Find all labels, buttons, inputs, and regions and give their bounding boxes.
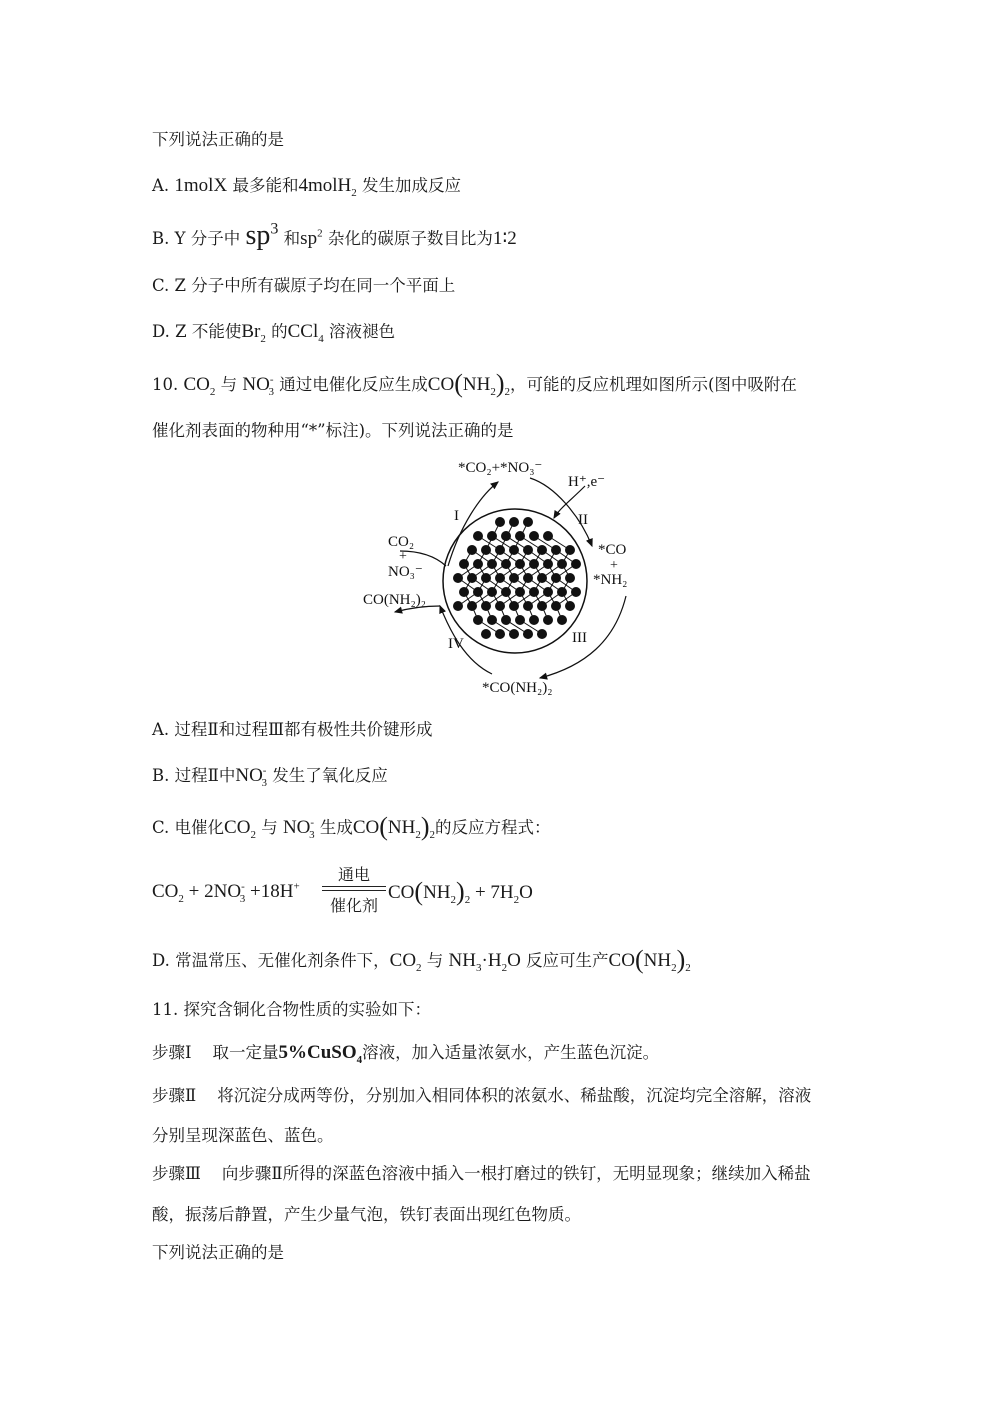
q11-final: 下列说法正确的是 <box>152 1243 284 1262</box>
lattice-atom <box>537 545 547 555</box>
equation-right: $CO(NH_2)_2 + 7H_2O$ <box>388 877 533 906</box>
lattice-atom <box>557 559 567 569</box>
label-step-iii: III <box>572 630 587 646</box>
lattice-atom <box>515 615 525 625</box>
lattice-atom <box>565 545 575 555</box>
q9-a-mid: 最多能和 <box>232 176 299 195</box>
lattice-atom <box>501 559 511 569</box>
lattice-atom <box>565 573 575 583</box>
q11-step1: 步骤Ⅰ 取一定量5%CuSO$_4$溶液，加入适量浓氨水，产生蓝色沉淀。 <box>152 1042 660 1066</box>
lattice-atom <box>509 517 519 527</box>
lattice-atom <box>529 531 539 541</box>
lattice-atom <box>459 587 469 597</box>
lattice-atom <box>515 531 525 541</box>
lattice-atom <box>473 559 483 569</box>
lattice-atom <box>453 573 463 583</box>
lattice-atom <box>509 545 519 555</box>
q10-d-nh3h2o: $NH_3\cdot H_2O$ <box>448 950 521 974</box>
label-step-ii: II <box>578 512 588 528</box>
mechanism-diagram <box>363 456 650 701</box>
lattice-atom <box>481 545 491 555</box>
lattice-atom <box>487 587 497 597</box>
lattice-atom <box>523 545 533 555</box>
label-left-no3: NO₃⁻ <box>388 564 423 580</box>
q10-c-no3: $NO^-_3$ <box>282 816 315 841</box>
q9-d-mid: 的 <box>271 322 288 341</box>
lattice-atom <box>487 531 497 541</box>
lattice-atom <box>529 559 539 569</box>
lattice-atom <box>543 559 553 569</box>
q9-b-prefix: B. Y 分子中 <box>152 229 241 248</box>
q9-b-mid: 和 <box>283 229 301 248</box>
lattice-atom <box>467 601 477 611</box>
lattice-atom <box>473 615 483 625</box>
lattice-atom <box>543 531 553 541</box>
lattice-atom <box>501 587 511 597</box>
lattice-atom <box>467 545 477 555</box>
lattice-atom <box>515 587 525 597</box>
lattice-atom <box>501 615 511 625</box>
catalyst-lattice <box>453 517 581 639</box>
lattice-atom <box>501 531 511 541</box>
equation-condition <box>322 862 386 915</box>
label-right-co: *CO <box>598 542 627 558</box>
condition-bottom: 催化剂 <box>329 896 378 915</box>
q9-b-sp2: $sp^2$ <box>300 227 323 249</box>
lattice-atom <box>495 545 505 555</box>
q9-a-chem1: 1molX <box>174 175 228 196</box>
q10-co2: $CO_2$ <box>183 374 216 398</box>
label-right-nh2: *NH₂ <box>593 572 628 588</box>
q10-stem-line1: 10. $CO_2$ 与 $NO^-_3$ 通过电催化反应生成$CO(NH_2)_2$，可能的反应机理如图所示(图中吸附在 <box>152 369 797 398</box>
lattice-atom <box>487 615 497 625</box>
q10-option-d: D. 常温常压、无催化剂条件下，$CO_2$ 与 $NH_3\cdot H_2O$ 反应可生产$CO(NH_2)_2$ <box>152 945 691 974</box>
q9-d-end: 溶液褪色 <box>328 322 395 341</box>
lattice-atom <box>557 615 567 625</box>
lattice-atom <box>459 559 469 569</box>
lattice-atom <box>481 573 491 583</box>
q9-a-chem2: 4molH$_2$ <box>298 175 357 199</box>
lattice-atom <box>467 573 477 583</box>
lattice-atom <box>565 601 575 611</box>
q10-option-c: C. 电催化$CO_2$ 与 $NO^-_3$ 生成$CO(NH_2)_2$的反应方程式： <box>152 812 551 841</box>
label-bottom: *CO(NH₂)₂ <box>482 680 553 696</box>
lattice-atom <box>571 559 581 569</box>
lattice-atom <box>551 601 561 611</box>
lattice-atom <box>523 573 533 583</box>
lattice-atom <box>509 629 519 639</box>
lattice-atom <box>537 601 547 611</box>
lattice-atom <box>543 615 553 625</box>
q10-d-co2: $CO_2$ <box>389 950 422 974</box>
lattice-atom <box>509 573 519 583</box>
q9-d-br: $Br_2$ <box>241 321 266 345</box>
label-step-i: I <box>454 508 459 524</box>
q9-d-ccl4: CCl$_4$ <box>287 321 324 345</box>
lattice-atom <box>557 587 567 597</box>
lattice-atom <box>523 517 533 527</box>
lattice-atom <box>571 587 581 597</box>
q9-a-end: 发生加成反应 <box>361 176 461 195</box>
q10-number: 10. <box>152 375 179 394</box>
q9-b-sp3: $sp^3$ <box>245 220 279 251</box>
lattice-atom <box>523 629 533 639</box>
q10-option-a: A. 过程Ⅱ和过程Ⅲ都有极性共价键形成 <box>152 720 433 739</box>
q10-d-urea: $CO(NH_2)_2$ <box>608 945 691 974</box>
q10-c-co2: $CO_2$ <box>224 817 256 841</box>
lattice-atom <box>529 587 539 597</box>
lattice-atom <box>543 587 553 597</box>
q9-option-b <box>152 220 517 251</box>
q9-b-end: 杂化的碳原子数目比为 <box>327 229 493 248</box>
q9-b-ratio: 1∶2 <box>492 228 517 249</box>
label-left-plus: + <box>399 549 407 564</box>
q9-option-a <box>152 174 461 198</box>
label-step-iv: IV <box>448 636 464 652</box>
lattice-atom <box>551 545 561 555</box>
q11-cuso4: 5%CuSO$_4$ <box>278 1042 363 1066</box>
q10-no3: $NO^-_3$ <box>242 373 275 398</box>
condition-top: 通电 <box>337 865 370 884</box>
equal-sign <box>322 886 386 891</box>
lattice-atom <box>523 601 533 611</box>
q11-step3-line1: 步骤Ⅲ 向步骤Ⅱ所得的深蓝色溶液中插入一根打磨过的铁钉，无明显现象；继续加入稀盐 <box>152 1164 811 1183</box>
label-h-e: H⁺,e⁻ <box>568 474 606 490</box>
lattice-atom <box>473 531 483 541</box>
q11-step2-line1: 步骤Ⅱ 将沉淀分成两等份，分别加入相同体积的浓氨水、稀盐酸，沉淀均完全溶解，溶液 <box>152 1086 812 1105</box>
lattice-atom <box>495 517 505 527</box>
q9-stem: 下列说法正确的是 <box>152 130 284 149</box>
equation-left: $CO_2 + 2NO^-_3 +18H^+$ <box>152 880 300 905</box>
q9-a-prefix: A. <box>152 176 175 195</box>
lattice-atom <box>495 629 505 639</box>
lattice-atom <box>495 601 505 611</box>
lattice-atom <box>481 629 491 639</box>
lattice-atom <box>515 559 525 569</box>
q10-b-no3: $NO^-_3$ <box>235 764 267 789</box>
q9-option-c: C. Z 分子中所有碳原子均在同一个平面上 <box>152 276 456 295</box>
q9-d-prefix: D. Z 不能使 <box>152 322 242 341</box>
lattice-atom <box>473 587 483 597</box>
lattice-atom <box>481 601 491 611</box>
q10-c-urea: $CO(NH_2)_2$ <box>352 812 436 841</box>
q9-option-d <box>152 320 395 344</box>
label-right-plus: + <box>610 558 618 573</box>
lattice-atom <box>537 573 547 583</box>
lattice-atom <box>551 573 561 583</box>
q11-stem: 11. 探究含铜化合物性质的实验如下： <box>152 1000 431 1019</box>
label-left-urea: CO(NH₂)₂ <box>363 592 426 608</box>
q10-option-b: B. 过程Ⅱ中$NO^-_3$ 发生了氧化反应 <box>152 764 388 789</box>
lattice-atom <box>509 601 519 611</box>
q11-step2-line2: 分别呈现深蓝色、蓝色。 <box>152 1126 334 1145</box>
lattice-atom <box>495 573 505 583</box>
lattice-atom <box>537 629 547 639</box>
label-top: *CO₂+*NO₃⁻ <box>458 460 543 476</box>
lattice-atom <box>529 615 539 625</box>
lattice-atom <box>487 559 497 569</box>
q10-urea: $CO(NH_2)_2$ <box>427 369 510 398</box>
label-left-co2: CO₂ <box>388 534 415 550</box>
q10-stem-line2: 催化剂表面的物种用“*”标注)。下列说法正确的是 <box>152 421 514 440</box>
q11-step3-line2: 酸，振荡后静置，产生少量气泡，铁钉表面出现红色物质。 <box>152 1205 581 1224</box>
lattice-atom <box>453 601 463 611</box>
